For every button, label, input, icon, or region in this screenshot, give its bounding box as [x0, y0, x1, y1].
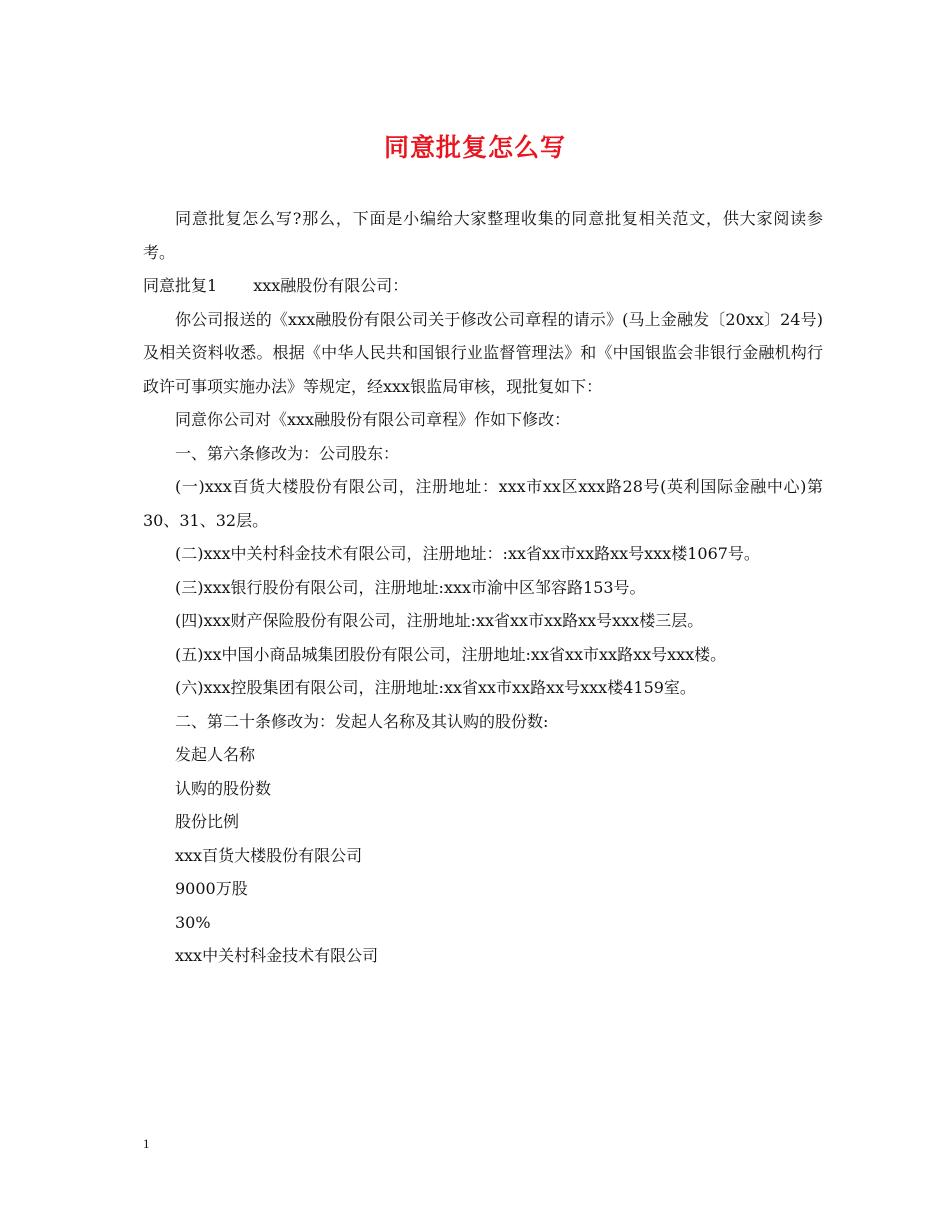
- shareholder-item: (二)xxx中关村科金技术有限公司，注册地址：:xx省xx市xx路xx号xxx楼1067号。: [175, 544, 760, 563]
- shareholder-item: (三)xxx银行股份有限公司，注册地址:xxx市渝中区邹容路153号。: [175, 577, 646, 597]
- addressee: xxx融股份有限公司：: [253, 276, 409, 295]
- body-paragraph: 你公司报送的《xxx融股份有限公司关于修改公司章程的请示》(马上金融发〔20xx〕24号)及相关资料收悉。根据《中华人民共和国银行业监督管理法》和《中国银监会非银行金融机构行政许可事项实施办法》等规定，经xxx银监局审核，现批复如下：: [143, 309, 823, 396]
- table-text-line: xxx百货大楼股份有限公司: [175, 845, 363, 865]
- page-number: 1: [143, 1136, 150, 1151]
- table-text-line: 认购的股份数: [175, 778, 272, 798]
- intro-paragraph: 同意批复怎么写?那么，下面是小编给大家整理收集的同意批复相关范文，供大家阅读参考。: [143, 209, 823, 262]
- shareholder-item: (六)xxx控股集团有限公司，注册地址:xx省xx市xx路xx号xxx楼4159室。: [175, 678, 696, 697]
- sample-heading-line: [143, 269, 823, 303]
- body-paragraph: 一、第六条修改为：公司股东：: [175, 443, 400, 463]
- sample-label: 同意批复1: [143, 276, 218, 295]
- document-body: [143, 202, 823, 973]
- body-paragraph: 同意你公司对《xxx融股份有限公司章程》作如下修改：: [175, 410, 571, 429]
- shareholder-item: (四)xxx财产保险股份有限公司，注册地址:xx省xx市xx路xx号xxx楼三层。: [175, 611, 704, 630]
- table-text-line: 发起人名称: [175, 745, 256, 764]
- table-text-line: xxx中关村科金技术有限公司: [175, 946, 379, 965]
- shareholder-item: (五)xx中国小商品城集团股份有限公司，注册地址:xx省xx市xx路xx号xxx楼。: [175, 644, 727, 664]
- table-text-line: 30%: [175, 912, 211, 932]
- body-paragraph: 二、第二十条修改为：发起人名称及其认购的股份数:: [175, 711, 549, 731]
- table-text-line: 股份比例: [175, 812, 240, 831]
- shareholder-item: (一)xxx百货大楼股份有限公司，注册地址：xxx市xx区xxx路28号(英利国际金融中心)第30、31、32层。: [143, 477, 823, 530]
- document-title: 同意批复怎么写: [383, 133, 566, 162]
- table-text-line: 9000万股: [175, 879, 248, 898]
